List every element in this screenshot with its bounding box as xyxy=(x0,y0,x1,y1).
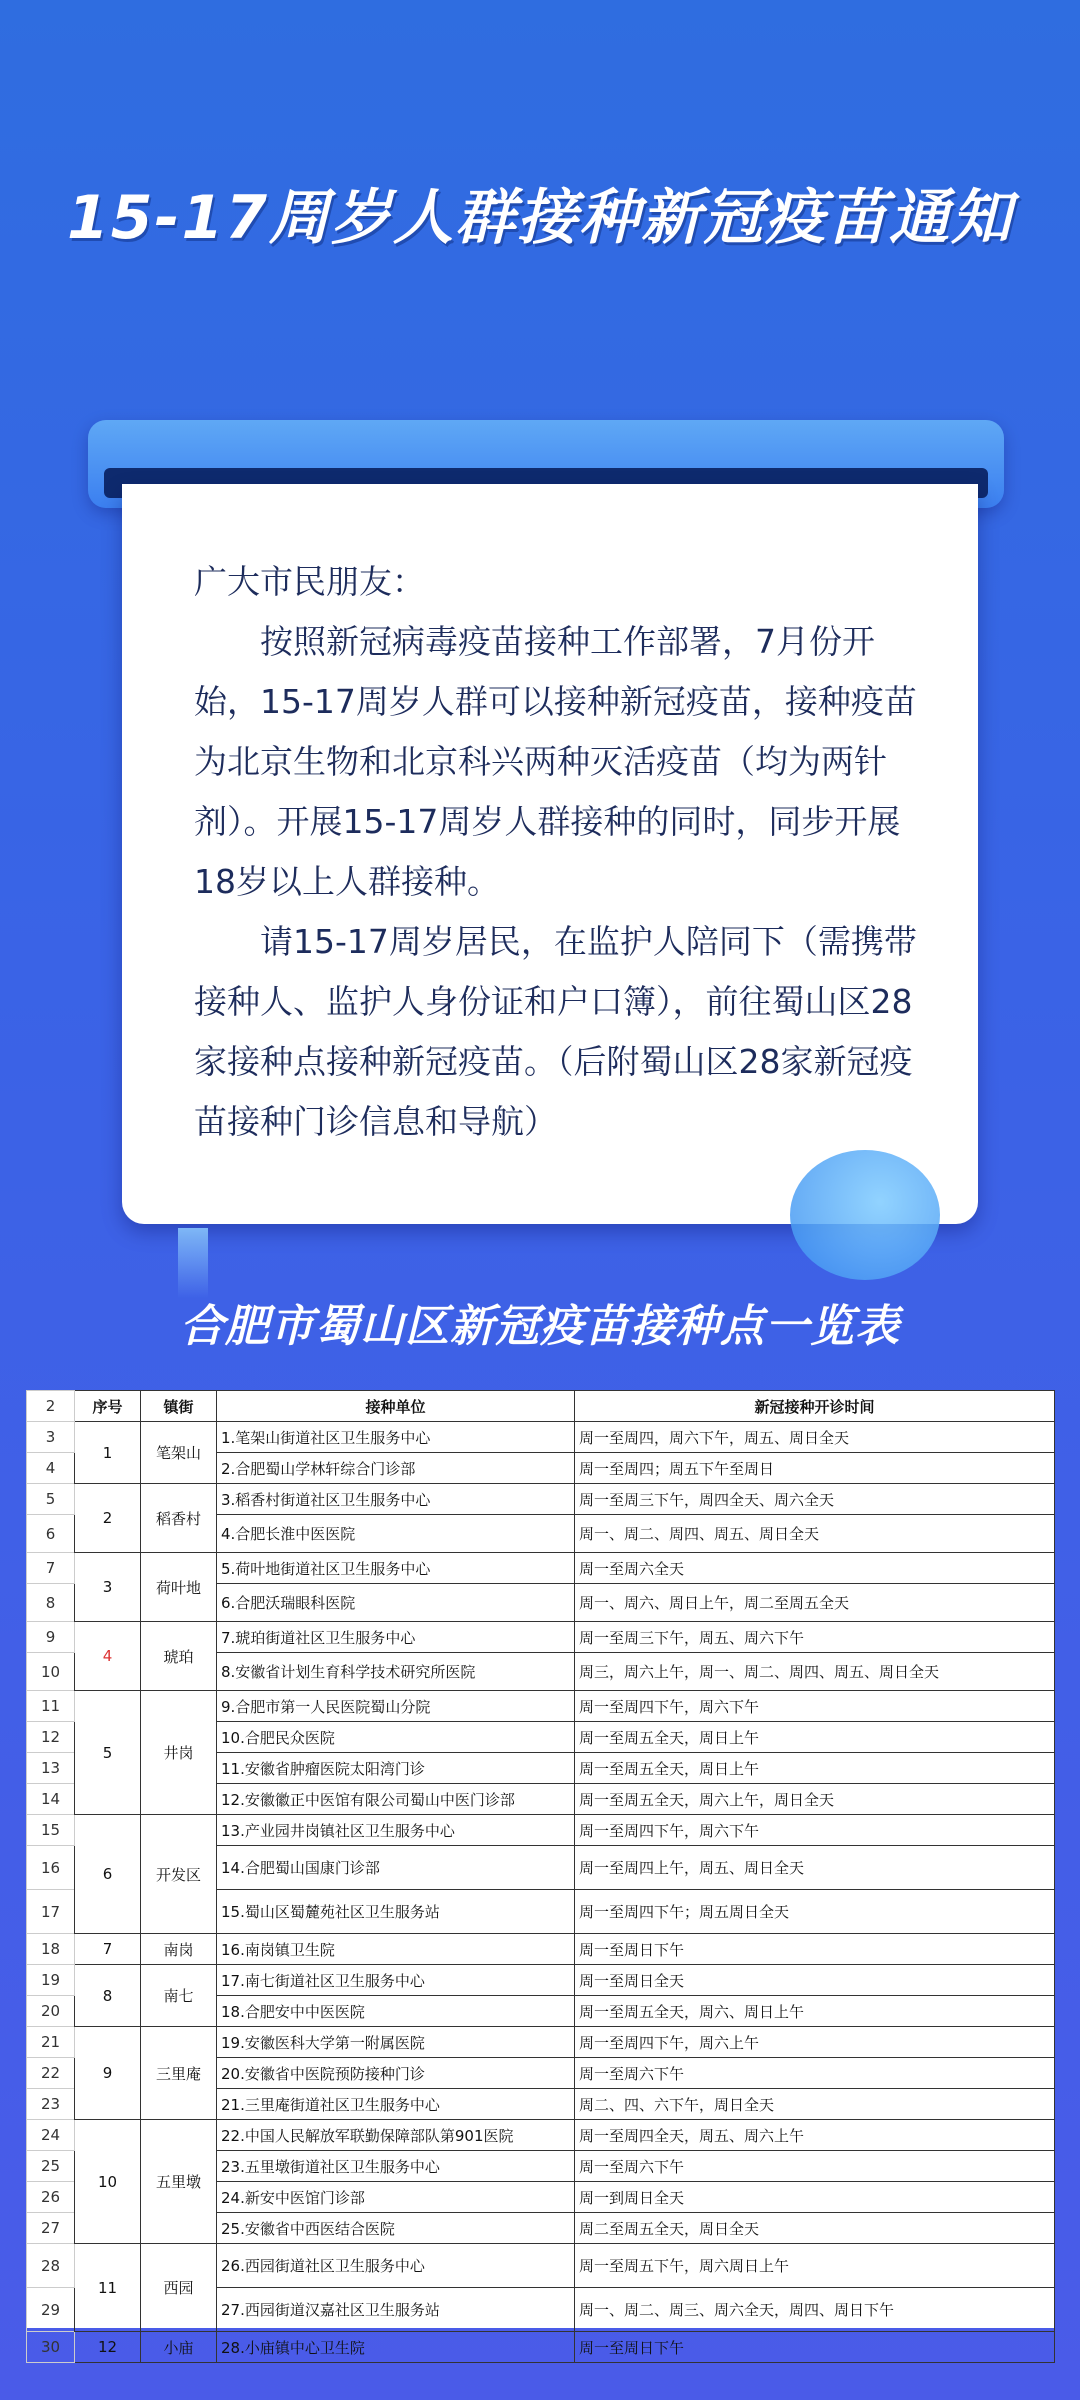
vaccination-table xyxy=(26,1390,1055,2363)
cell-time: 周一到周日全天 xyxy=(575,2182,1055,2213)
cell-unit: 6.合肥沃瑞眼科医院 xyxy=(217,1584,575,1622)
cell-seq: 9 xyxy=(75,2027,141,2120)
cell-unit: 1.笔架山街道社区卫生服务中心 xyxy=(217,1422,575,1453)
row-number: 9 xyxy=(27,1622,75,1653)
table-row xyxy=(27,1691,1055,1722)
cell-time: 周一至周五全天，周日上午 xyxy=(575,1722,1055,1753)
row-number: 6 xyxy=(27,1515,75,1553)
cell-seq: 8 xyxy=(75,1965,141,2027)
cell-time: 周一至周四下午；周五周日全天 xyxy=(575,1890,1055,1934)
cell-time: 周一、周二、周三、周六全天，周四、周日下午 xyxy=(575,2288,1055,2332)
cell-unit: 19.安徽医科大学第一附属医院 xyxy=(217,2027,575,2058)
cell-time: 周一、周六、周日上午，周二至周五全天 xyxy=(575,1584,1055,1622)
cell-unit: 12.安徽徽正中医馆有限公司蜀山中医门诊部 xyxy=(217,1784,575,1815)
cell-time: 周一至周三下午，周五、周六下午 xyxy=(575,1622,1055,1653)
cell-town: 小庙 xyxy=(141,2332,217,2363)
row-number: 24 xyxy=(27,2120,75,2151)
row-number: 16 xyxy=(27,1846,75,1890)
table-row xyxy=(27,2120,1055,2151)
cell-seq: 11 xyxy=(75,2244,141,2332)
cell-time: 周一至周四下午，周六上午 xyxy=(575,2027,1055,2058)
ribbon-decoration xyxy=(178,1228,208,1298)
table-row xyxy=(27,1622,1055,1653)
cell-town: 稻香村 xyxy=(141,1484,217,1553)
row-number: 21 xyxy=(27,2027,75,2058)
cell-unit: 9.合肥市第一人民医院蜀山分院 xyxy=(217,1691,575,1722)
table-row xyxy=(27,1815,1055,1846)
cell-seq: 10 xyxy=(75,2120,141,2244)
row-number: 15 xyxy=(27,1815,75,1846)
cell-unit: 20.安徽省中医院预防接种门诊 xyxy=(217,2058,575,2089)
table-row xyxy=(27,1934,1055,1965)
cell-unit: 2.合肥蜀山学林轩综合门诊部 xyxy=(217,1453,575,1484)
cell-unit: 8.安徽省计划生育科学技术研究所医院 xyxy=(217,1653,575,1691)
cell-town: 井岗 xyxy=(141,1691,217,1815)
cell-town: 五里墩 xyxy=(141,2120,217,2244)
row-number: 12 xyxy=(27,1722,75,1753)
cell-time: 周一至周四下午，周六下午 xyxy=(575,1815,1055,1846)
cell-seq: 12 xyxy=(75,2332,141,2363)
cell-time: 周一至周六下午 xyxy=(575,2058,1055,2089)
cell-seq: 4 xyxy=(75,1622,141,1691)
cell-time: 周一至周五全天，周六上午，周日全天 xyxy=(575,1784,1055,1815)
cell-time: 周一至周日全天 xyxy=(575,1965,1055,1996)
notice-greeting: 广大市民朋友： xyxy=(194,562,425,601)
row-number: 14 xyxy=(27,1784,75,1815)
bubble-decoration xyxy=(790,1150,940,1280)
table-row xyxy=(27,1553,1055,1584)
table-body xyxy=(27,1422,1055,2363)
row-number: 8 xyxy=(27,1584,75,1622)
cell-town: 南岗 xyxy=(141,1934,217,1965)
cell-time: 周一、周二、周四、周五、周日全天 xyxy=(575,1515,1055,1553)
cell-time: 周一至周三下午，周四全天、周六全天 xyxy=(575,1484,1055,1515)
cell-unit: 21.三里庵街道社区卫生服务中心 xyxy=(217,2089,575,2120)
row-number: 30 xyxy=(27,2332,75,2363)
cell-seq: 6 xyxy=(75,1815,141,1934)
header-unit: 接种单位 xyxy=(217,1391,575,1422)
cell-time: 周一至周四全天，周五、周六上午 xyxy=(575,2120,1055,2151)
row-number: 7 xyxy=(27,1553,75,1584)
cell-time: 周一至周六全天 xyxy=(575,1553,1055,1584)
cell-unit: 7.琥珀街道社区卫生服务中心 xyxy=(217,1622,575,1653)
cell-town: 南七 xyxy=(141,1965,217,2027)
cell-time: 周一至周五全天，周日上午 xyxy=(575,1753,1055,1784)
cell-unit: 4.合肥长淮中医医院 xyxy=(217,1515,575,1553)
row-number: 18 xyxy=(27,1934,75,1965)
cell-seq: 5 xyxy=(75,1691,141,1815)
cell-unit: 5.荷叶地街道社区卫生服务中心 xyxy=(217,1553,575,1584)
row-number: 13 xyxy=(27,1753,75,1784)
cell-time: 周三，周六上午，周一、周二、周四、周五、周日全天 xyxy=(575,1653,1055,1691)
row-number: 19 xyxy=(27,1965,75,1996)
table-row xyxy=(27,2027,1055,2058)
cell-time: 周一至周四下午，周六下午 xyxy=(575,1691,1055,1722)
cell-town: 西园 xyxy=(141,2244,217,2332)
header-seq: 序号 xyxy=(75,1391,141,1422)
cell-town: 荷叶地 xyxy=(141,1553,217,1622)
table-row xyxy=(27,2332,1055,2363)
row-number: 4 xyxy=(27,1453,75,1484)
cell-unit: 15.蜀山区蜀麓苑社区卫生服务站 xyxy=(217,1890,575,1934)
row-number: 20 xyxy=(27,1996,75,2027)
row-number: 28 xyxy=(27,2244,75,2288)
cell-unit: 23.五里墩街道社区卫生服务中心 xyxy=(217,2151,575,2182)
cell-unit: 26.西园街道社区卫生服务中心 xyxy=(217,2244,575,2288)
notice-text xyxy=(194,552,934,1152)
table-row xyxy=(27,1965,1055,1996)
cell-town: 开发区 xyxy=(141,1815,217,1934)
table-row xyxy=(27,1422,1055,1453)
cell-unit: 18.合肥安中中医医院 xyxy=(217,1996,575,2027)
table-row xyxy=(27,2244,1055,2288)
vaccination-table-wrap xyxy=(26,1390,1054,2357)
cell-time: 周一至周四，周六下午，周五、周日全天 xyxy=(575,1422,1055,1453)
row-number: 2 xyxy=(27,1391,75,1422)
header-time: 新冠接种开诊时间 xyxy=(575,1391,1055,1422)
row-number: 25 xyxy=(27,2151,75,2182)
row-number: 11 xyxy=(27,1691,75,1722)
cell-town: 三里庵 xyxy=(141,2027,217,2120)
cell-unit: 25.安徽省中西医结合医院 xyxy=(217,2213,575,2244)
row-number: 22 xyxy=(27,2058,75,2089)
cell-unit: 14.合肥蜀山国康门诊部 xyxy=(217,1846,575,1890)
row-number: 10 xyxy=(27,1653,75,1691)
cell-town: 琥珀 xyxy=(141,1622,217,1691)
notice-paragraph-2: 请15-17周岁居民，在监护人陪同下（需携带接种人、监护人身份证和户口簿），前往蜀山区28家接种点接种新冠疫苗。（后附蜀山区28家新冠疫苗接种门诊信息和导航） xyxy=(194,922,917,1141)
row-number: 17 xyxy=(27,1890,75,1934)
cell-seq: 7 xyxy=(75,1934,141,1965)
table-header-row xyxy=(27,1391,1055,1422)
notice-card xyxy=(122,484,978,1224)
cell-time: 周二、四、六下午，周日全天 xyxy=(575,2089,1055,2120)
cell-unit: 10.合肥民众医院 xyxy=(217,1722,575,1753)
cell-time: 周一至周五全天，周六、周日上午 xyxy=(575,1996,1055,2027)
cell-time: 周一至周日下午 xyxy=(575,1934,1055,1965)
cell-time: 周一至周六下午 xyxy=(575,2151,1055,2182)
cell-unit: 13.产业园井岗镇社区卫生服务中心 xyxy=(217,1815,575,1846)
cell-time: 周一至周五下午，周六周日上午 xyxy=(575,2244,1055,2288)
row-number: 3 xyxy=(27,1422,75,1453)
page-title: 15-17周岁人群接种新冠疫苗通知 xyxy=(67,183,1013,253)
notice-paragraph-1: 按照新冠病毒疫苗接种工作部署，7月份开始，15-17周岁人群可以接种新冠疫苗，接种疫苗为北京生物和北京科兴两种灭活疫苗（均为两针剂）。开展15-17周岁人群接种的同时，同步开展18岁以上人群接种。 xyxy=(194,622,917,901)
cell-unit: 11.安徽省肿瘤医院太阳湾门诊 xyxy=(217,1753,575,1784)
row-number: 27 xyxy=(27,2213,75,2244)
cell-unit: 3.稻香村街道社区卫生服务中心 xyxy=(217,1484,575,1515)
cell-time: 周一至周日下午 xyxy=(575,2332,1055,2363)
table-title: 合肥市蜀山区新冠疫苗接种点一览表 xyxy=(180,1301,900,1352)
cell-unit: 27.西园街道汉嘉社区卫生服务站 xyxy=(217,2288,575,2332)
cell-seq: 2 xyxy=(75,1484,141,1553)
cell-unit: 24.新安中医馆门诊部 xyxy=(217,2182,575,2213)
cell-seq: 1 xyxy=(75,1422,141,1484)
cell-seq: 3 xyxy=(75,1553,141,1622)
cell-time: 周二至周五全天，周日全天 xyxy=(575,2213,1055,2244)
cell-unit: 22.中国人民解放军联勤保障部队第901医院 xyxy=(217,2120,575,2151)
row-number: 23 xyxy=(27,2089,75,2120)
table-row xyxy=(27,1484,1055,1515)
row-number: 26 xyxy=(27,2182,75,2213)
cell-time: 周一至周四上午，周五、周日全天 xyxy=(575,1846,1055,1890)
cell-unit: 16.南岗镇卫生院 xyxy=(217,1934,575,1965)
header-town: 镇街 xyxy=(141,1391,217,1422)
cell-unit: 17.南七街道社区卫生服务中心 xyxy=(217,1965,575,1996)
cell-town: 笔架山 xyxy=(141,1422,217,1484)
cell-time: 周一至周四；周五下午至周日 xyxy=(575,1453,1055,1484)
row-number: 5 xyxy=(27,1484,75,1515)
cell-unit: 28.小庙镇中心卫生院 xyxy=(217,2332,575,2363)
row-number: 29 xyxy=(27,2288,75,2332)
